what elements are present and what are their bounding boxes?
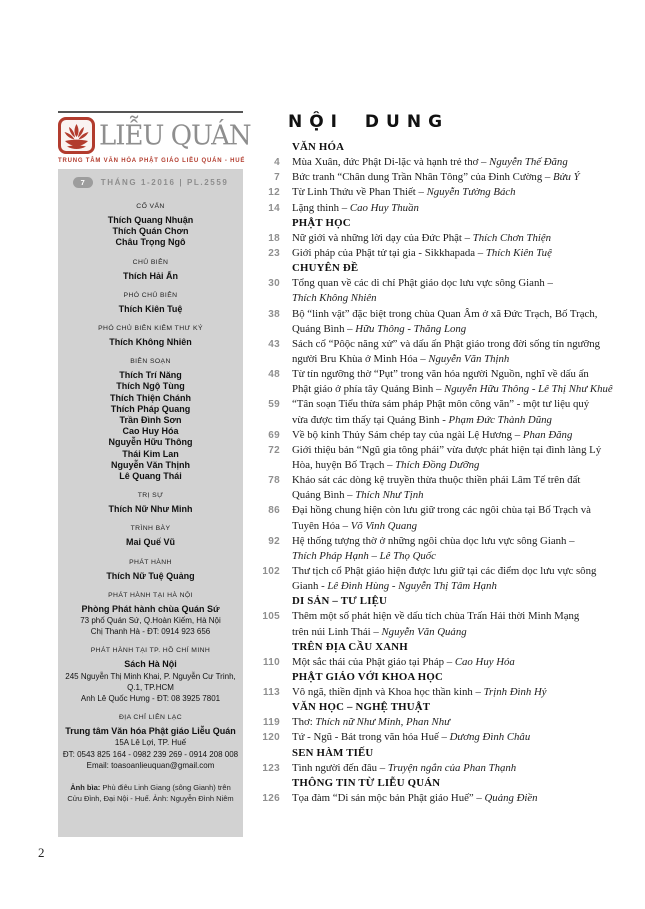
toc-entry-line — [250, 625, 640, 640]
toc-section-label: TRÊN ĐỊA CẦU XANH — [292, 640, 408, 653]
toc-entry-text — [292, 185, 516, 200]
staff-detail: Anh Lê Quốc Hưng - ĐT: 08 3925 7801 — [80, 694, 221, 704]
toc-entry-title: Nữ giới và những lời dạy của Đức Phật – — [292, 231, 473, 244]
toc-page-number: 78 — [268, 475, 280, 487]
toc-entry-author: Cao Huy Thuần — [349, 201, 419, 214]
toc-entry-line — [250, 322, 640, 337]
toc-page-number — [250, 625, 280, 640]
toc-entry-line — [250, 458, 640, 473]
magazine-title: LIỄU QUÁN — [99, 119, 251, 152]
toc-entry-line — [250, 276, 640, 291]
toc-page-number — [250, 216, 280, 231]
staff-section-label: TRỊ SỰ — [137, 492, 164, 500]
toc-entry-line — [250, 170, 640, 185]
staff-section — [58, 491, 243, 515]
toc-section-label: DI SẢN – TƯ LIỆU — [292, 595, 387, 608]
toc-entry-text — [292, 609, 579, 624]
toc-page-number: 123 — [262, 762, 280, 774]
toc-entry-title: người Bru Khùa ở Minh Hóa – — [292, 352, 429, 365]
magazine-tagline: TRUNG TÂM VĂN HÓA PHẬT GIÁO LIỄU QUÁN - HUẾ — [58, 158, 246, 164]
staff-name: Thích Nữ Tuệ Quảng — [106, 570, 195, 581]
toc-section-header — [250, 670, 640, 685]
staff-section-label: TRÌNH BÀY — [130, 525, 171, 533]
page-number: 2 — [38, 845, 45, 860]
toc-entry-text — [292, 352, 509, 367]
toc-entry-title: Thơ: — [292, 716, 316, 729]
toc-page-number: 120 — [262, 732, 280, 744]
staff-section — [58, 202, 243, 249]
toc-entry-text — [292, 155, 568, 170]
staff-section-label: PHÁT HÀNH — [129, 558, 172, 566]
staff-detail: ĐT: 0543 825 164 - 0982 239 269 - 0914 208 008 — [62, 749, 239, 759]
toc-page-number: 110 — [262, 656, 280, 668]
toc-entry-line — [250, 443, 640, 458]
cover-note-label: Ảnh bìa: — [70, 783, 101, 793]
toc-entry-line — [250, 534, 640, 549]
toc-section-label: PHẬT GIÁO VỚI KHOA HỌC — [292, 670, 443, 683]
toc-entry-line — [250, 185, 640, 200]
staff-name: Thái Kim Lan — [122, 448, 179, 459]
staff-name: Lê Quang Thái — [119, 471, 182, 482]
toc-page-number: 30 — [268, 278, 280, 290]
toc-entry-line — [250, 730, 640, 745]
toc-entry-title: Phật giáo ở phía tây Quảng Bình – — [292, 383, 445, 396]
issue-row — [58, 177, 243, 188]
toc-entry-author: Nguyễn Thế Đăng — [489, 156, 568, 169]
toc-entry-title: Bức tranh “Chân dung Trần Nhân Tông” của Đinh Cường – — [292, 171, 554, 184]
toc-page-number: 119 — [262, 717, 280, 729]
toc-entry-line — [250, 564, 640, 579]
toc-entry-title: Tổng quan về các di chỉ Phật giáo dọc lưu vực sông Gianh – — [292, 277, 553, 290]
toc-entry-author: Thích nữ Như Minh, Phan Như — [315, 716, 451, 729]
toc-entry-title: Hệ thống tượng thờ ở những ngôi chùa dọc lưu vực sông Gianh – — [292, 534, 575, 547]
toc-section-header — [250, 640, 640, 655]
toc-entry-text — [292, 473, 580, 488]
toc-entry-title: Từ tín ngưỡng thờ “Pụt” trong văn hóa người Nguồn, nghĩ về dấu ấn — [292, 368, 589, 381]
cover-note — [65, 783, 237, 804]
toc-section-header — [250, 216, 640, 231]
toc-entry-title: Tuyên Hóa – — [292, 519, 351, 532]
toc-section-header — [250, 700, 640, 715]
toc-section-label: PHẬT HỌC — [292, 216, 351, 229]
toc-page-number — [250, 549, 280, 564]
toc-entry-title: Khảo sát các dòng kệ truyền thừa thuộc thiền phái Lâm Tế trên đất — [292, 474, 581, 487]
toc-section-label: SEN HÀM TIẾU — [292, 746, 374, 759]
toc-entry-line — [250, 519, 640, 534]
toc-section-header — [250, 140, 640, 155]
toc-entry-line — [250, 337, 640, 352]
toc-entry-title: Gianh - — [292, 580, 328, 593]
toc-section-label: THÔNG TIN TỪ LIỄU QUÁN — [292, 776, 441, 789]
toc-entry-line — [250, 201, 640, 216]
toc-entry-author: Hữu Thông - Thăng Long — [355, 322, 467, 335]
toc-page-number — [250, 579, 280, 594]
toc-entry-title: Hòa, huyện Bố Trạch – — [292, 458, 396, 471]
toc-page-number: 7 — [274, 172, 280, 184]
toc-page-number: 4 — [274, 157, 280, 169]
toc-entry-text — [292, 549, 436, 564]
toc-page-number — [250, 352, 280, 367]
staff-name: Thích Không Nhiên — [109, 337, 192, 348]
toc-entry-title: Giới pháp của Phật tử tại gia - Sikkhapada – — [292, 246, 486, 259]
toc-entry-title: Vô ngã, thiền định và Khoa học thần kinh – — [292, 686, 484, 699]
toc-entry-text — [292, 170, 580, 185]
toc-entry-title: Giới thiệu bản “Ngũ gia tông phái” vừa được phát hiện tại đình làng Lý — [292, 443, 602, 456]
toc-page-number — [250, 776, 280, 791]
staff-section — [58, 291, 243, 315]
staff-list — [58, 202, 243, 771]
toc-entry-text — [292, 397, 589, 412]
toc-entry-text — [292, 382, 613, 397]
staff-section — [58, 324, 243, 348]
toc-page-number — [250, 140, 280, 155]
staff-name: Nguyễn Hữu Thông — [108, 437, 193, 448]
toc-page-number — [250, 746, 280, 761]
toc-entry-line — [250, 609, 640, 624]
toc-entry-text — [292, 428, 572, 443]
toc-page-number: 48 — [268, 369, 280, 381]
staff-section — [58, 357, 243, 482]
staff-name: Thích Quán Chơn — [112, 226, 189, 237]
toc-entry-author: Thích Không Nhiên — [292, 292, 377, 305]
staff-name: Trung tâm Văn hóa Phật giáo Liễu Quán — [65, 726, 236, 737]
toc-entry-line — [250, 579, 640, 594]
toc-page-number: 92 — [268, 535, 280, 547]
toc-entry-text — [292, 337, 600, 352]
staff-section-label: BIÊN SOẠN — [130, 358, 171, 366]
toc-entry-title: Từ Linh Thứu về Phan Thiết – — [292, 186, 427, 199]
staff-name: Thích Nữ Như Minh — [108, 504, 193, 515]
toc-page-number — [250, 700, 280, 715]
toc-entry-line — [250, 352, 640, 367]
staff-section — [58, 524, 243, 548]
toc-page-number: 126 — [262, 793, 280, 805]
toc-page-number — [250, 382, 280, 397]
toc-page-number — [250, 488, 280, 503]
toc-page-number — [250, 291, 280, 306]
toc-entry-text — [292, 246, 552, 261]
toc-entry-line — [250, 791, 640, 806]
toc-page-number: 86 — [268, 505, 280, 517]
staff-section — [58, 258, 243, 282]
staff-section — [58, 591, 243, 638]
toc-entry-text — [292, 730, 530, 745]
toc-section-header — [250, 776, 640, 791]
toc-entry-title: Về bộ kinh Thủy Sám chép tay của ngài Lệ Hương – — [292, 428, 523, 441]
toc-entry-author: Dương Đình Châu — [449, 731, 531, 744]
lotus-icon — [58, 117, 95, 154]
toc-entry-text — [292, 761, 516, 776]
staff-section-label: CỐ VẤN — [136, 203, 165, 210]
toc-entry-line — [250, 155, 640, 170]
toc-entry-text — [292, 322, 466, 337]
staff-detail: 15A Lê Lợi, TP. Huế — [114, 738, 187, 748]
staff-name: Cao Huy Hóa — [122, 426, 179, 437]
toc-entry-author: Cao Huy Hóa — [454, 655, 515, 668]
toc-entry-text — [292, 231, 551, 246]
toc-page-number — [250, 458, 280, 473]
toc-entry-title: vừa được tìm thấy tại Quảng Bình - — [292, 413, 449, 426]
toc-entry-author: Thích Như Tịnh — [355, 489, 424, 502]
toc-entry-line — [250, 291, 640, 306]
staff-section-label: CHỦ BIÊN — [132, 258, 169, 266]
toc-entry-title: Đại hồng chung hiện còn lưu giữ trong các ngôi chùa tại Bố Trạch và — [292, 504, 591, 517]
cover-note-text: Phù điêu Linh Giang (sông Gianh) trên Cửu Đỉnh, Đại Nội - Huế. Ảnh: Nguyễn Đình Niêm — [67, 783, 234, 803]
toc-entry-author: Thích Đồng Dưỡng — [395, 458, 480, 471]
toc-entry-line — [250, 413, 640, 428]
toc-entry-text — [292, 413, 552, 428]
staff-section — [58, 646, 243, 704]
toc-entry-author: Võ Vinh Quang — [350, 519, 418, 532]
toc-entry-text — [292, 307, 597, 322]
toc-entry-author: Nguyễn Văn Quảng — [381, 625, 467, 638]
toc-entry-author: Trịnh Đình Hỷ — [483, 686, 547, 699]
toc-entry-title: Tình người đến đâu – — [292, 761, 388, 774]
toc-entry-line — [250, 685, 640, 700]
toc-entry-text — [292, 655, 515, 670]
toc-page-number: 113 — [262, 687, 280, 699]
toc-entry-title: Sách cổ “Pôộc năng xử” và dấu ấn Phật giáo trong đời sống tín ngưỡng — [292, 337, 600, 350]
toc-entry-text — [292, 503, 591, 518]
toc-page-number: 23 — [268, 247, 280, 259]
staff-name: Thích Pháp Quang — [110, 403, 191, 414]
staff-section-label: PHÓ CHỦ BIÊN — [123, 291, 178, 299]
issue-date: THÁNG 1-2016 | PL.2559 — [100, 178, 229, 187]
staff-name: Thích Kiên Tuệ — [118, 303, 183, 314]
toc-entry-text — [292, 791, 538, 806]
table-of-contents — [250, 140, 640, 806]
toc-page-number — [250, 413, 280, 428]
toc-page-number: 105 — [262, 611, 280, 623]
toc-entry-title: Một sắc thái của Phật giáo tại Pháp – — [292, 655, 455, 668]
toc-entry-line — [250, 655, 640, 670]
toc-entry-text — [292, 685, 547, 700]
toc-entry-title: Thư tịch cổ Phật giáo hiện được lưu giữ tại các điểm dọc lưu vực sông — [292, 564, 597, 577]
toc-page-number: 59 — [268, 399, 280, 411]
toc-page-number: 72 — [268, 444, 280, 456]
toc-section-label: CHUYÊN ĐỀ — [292, 262, 359, 275]
toc-entry-author: Truyện ngắn của Phan Thạnh — [387, 761, 517, 774]
staff-name: Thích Thiện Chánh — [110, 392, 191, 403]
staff-section-label: ĐỊA CHỈ LIÊN LẠC — [118, 714, 183, 722]
toc-entry-author: Lê Đình Hùng - Nguyễn Thị Tâm Hạnh — [327, 580, 497, 593]
staff-name: Phòng Phát hành chùa Quán Sứ — [81, 603, 220, 614]
toc-page-number — [250, 519, 280, 534]
toc-page-number: 12 — [268, 187, 280, 199]
toc-entry-author: Thích Chơn Thiện — [472, 231, 552, 244]
toc-entry-author: Thích Pháp Hạnh – Lê Thọ Quốc — [292, 549, 436, 562]
staff-name: Thích Hải Ấn — [122, 270, 178, 281]
toc-entry-line — [250, 397, 640, 412]
staff-name: Nguyễn Văn Thịnh — [110, 459, 190, 470]
contents-title: NỘI DUNG — [288, 112, 450, 132]
toc-entry-author: Phan Đăng — [522, 428, 573, 441]
toc-entry-title: Tọa đàm “Di sản mộc bản Phật giáo Huế” – — [292, 792, 485, 805]
toc-page-number — [250, 640, 280, 655]
staff-name: Thích Trí Năng — [119, 370, 182, 381]
toc-entry-text — [292, 488, 424, 503]
toc-entry-text — [292, 715, 450, 730]
toc-entry-text — [292, 367, 589, 382]
toc-entry-text — [292, 625, 467, 640]
staff-name: Trần Đình Sơn — [119, 415, 182, 426]
toc-entry-text — [292, 458, 479, 473]
toc-entry-title: Quảng Bình – — [292, 489, 356, 502]
toc-entry-author: Nguyễn Hữu Thông - Lê Thị Như Khuê — [444, 383, 613, 396]
toc-page-number: 102 — [262, 565, 280, 577]
toc-entry-title: Thêm một số phát hiện về dấu tích chùa Trấn Hải thời Minh Mạng — [292, 610, 580, 623]
toc-entry-line — [250, 428, 640, 443]
toc-entry-author: Bửu Ý — [553, 171, 580, 184]
toc-section-header — [250, 594, 640, 609]
toc-entry-text — [292, 291, 377, 306]
toc-entry-title: Lặng thinh – — [292, 201, 350, 214]
toc-entry-line — [250, 382, 640, 397]
toc-entry-line — [250, 761, 640, 776]
toc-entry-title: trên núi Linh Thái – — [292, 625, 382, 638]
toc-entry-author: Nguyễn Tường Bách — [426, 186, 516, 199]
toc-section-header — [250, 746, 640, 761]
toc-entry-title: “Tân soạn Tiểu thừa sám pháp Phật môn công văn” - một tư liệu quý — [292, 398, 590, 411]
staff-name: Mai Quế Vũ — [125, 537, 175, 548]
staff-detail: 73 phố Quán Sứ, Q.Hoàn Kiếm, Hà Nội — [80, 616, 221, 626]
staff-name: Thích Quang Nhuận — [107, 215, 194, 225]
toc-page-number — [250, 261, 280, 276]
toc-section-label: VĂN HÓA — [292, 141, 345, 153]
toc-page-number: 38 — [268, 308, 280, 320]
toc-entry-text — [292, 519, 417, 534]
toc-entry-author: Quảng Điền — [484, 792, 538, 805]
toc-entry-line — [250, 549, 640, 564]
toc-section-label: VĂN HỌC – NGHỆ THUẬT — [292, 701, 431, 714]
toc-entry-line — [250, 473, 640, 488]
staff-section-label: PHÁT HÀNH TẠI HÀ NỘI — [108, 591, 193, 599]
toc-page-number: 43 — [268, 338, 280, 350]
issue-number-badge: 7 — [73, 177, 93, 188]
staff-detail: Q.1, TP.HCM — [127, 682, 174, 692]
toc-page-number — [250, 594, 280, 609]
toc-entry-line — [250, 715, 640, 730]
toc-page-number — [250, 670, 280, 685]
toc-entry-text — [292, 276, 553, 291]
staff-section-label: PHÓ CHỦ BIÊN KIÊM THƯ KÝ — [98, 325, 203, 333]
toc-entry-line — [250, 231, 640, 246]
masthead-top-rule — [58, 111, 243, 113]
staff-section — [58, 713, 243, 771]
staff-section — [58, 558, 243, 582]
toc-page-number — [250, 322, 280, 337]
toc-entry-author: Nguyễn Văn Thịnh — [428, 352, 510, 365]
toc-entry-title: Quảng Bình – — [292, 322, 356, 335]
toc-page-number: 69 — [268, 429, 280, 441]
magazine-logo — [58, 117, 251, 154]
toc-entry-text — [292, 443, 601, 458]
toc-entry-title: Mùa Xuân, đức Phật Di-lặc và hạnh trẻ thơ – — [292, 156, 490, 169]
toc-entry-text — [292, 201, 419, 216]
toc-entry-text — [292, 579, 497, 594]
toc-entry-author: Thích Kiên Tuệ — [485, 246, 552, 259]
toc-entry-line — [250, 488, 640, 503]
toc-page-number: 14 — [268, 202, 280, 214]
toc-section-header — [250, 261, 640, 276]
staff-name: Sách Hà Nội — [124, 659, 177, 670]
toc-entry-text — [292, 534, 575, 549]
staff-detail: 245 Nguyễn Thị Minh Khai, P. Nguyễn Cư Trinh, — [65, 671, 236, 681]
staff-name: Châu Trọng Ngô — [115, 237, 186, 248]
toc-entry-author: Phạm Đức Thành Dũng — [448, 413, 552, 426]
toc-entry-title: Bộ “linh vật” đặc biệt trong chùa Quan Âm ở xã Đức Trạch, Bố Trạch, — [292, 307, 598, 320]
toc-page-number: 18 — [268, 232, 280, 244]
staff-detail: Email: toasoanlieuquan@gmail.com — [86, 760, 215, 770]
toc-entry-line — [250, 246, 640, 261]
staff-name: Thích Ngộ Tùng — [116, 381, 185, 392]
staff-detail: Chị Thanh Hà - ĐT: 0914 923 656 — [90, 627, 211, 637]
toc-entry-text — [292, 564, 596, 579]
toc-entry-line — [250, 367, 640, 382]
toc-entry-line — [250, 307, 640, 322]
staff-section-label: PHÁT HÀNH TẠI TP. HỒ CHÍ MINH — [90, 647, 211, 655]
masthead-panel — [58, 169, 243, 837]
toc-entry-title: Tứ - Ngũ - Bát trong văn hóa Huế – — [292, 731, 450, 744]
toc-entry-line — [250, 503, 640, 518]
